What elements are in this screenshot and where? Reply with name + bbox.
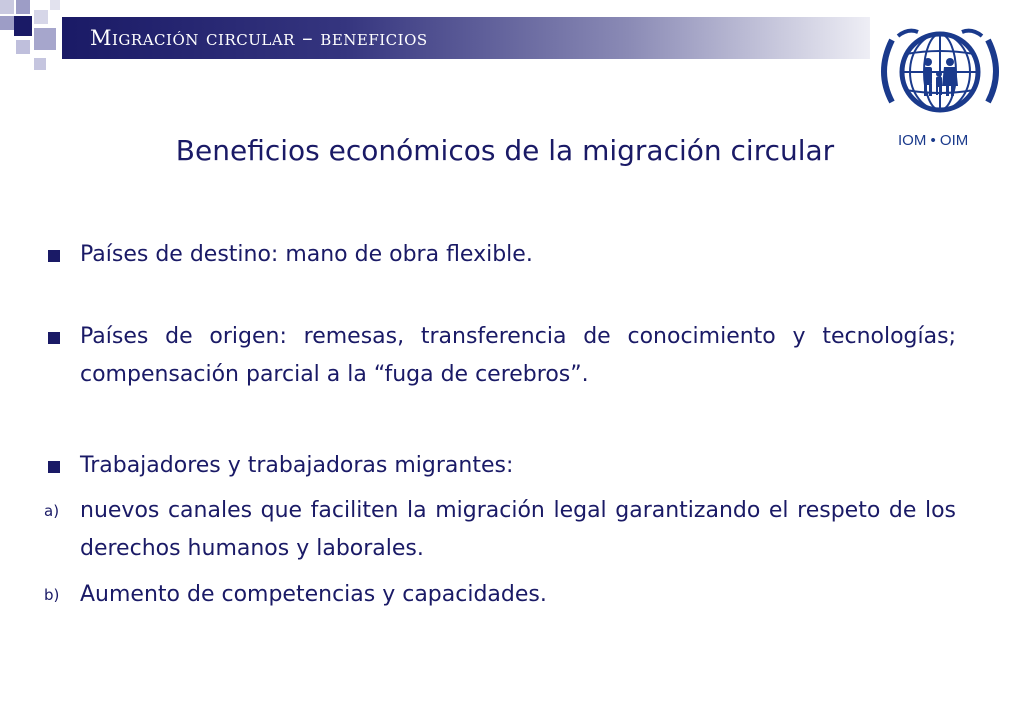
list-marker: a) <box>44 502 60 520</box>
list-item-text: nuevos canales que faciliten la migración legal garantizando el respeto de los derechos humanos y laborales. <box>80 498 956 561</box>
decor-square <box>0 16 14 30</box>
list-item-text: Trabajadores y trabajadoras migrantes: <box>80 453 514 478</box>
list-marker: b) <box>44 586 60 604</box>
logo-caption: IOM • OIM <box>898 132 969 149</box>
bullet-icon <box>44 447 80 473</box>
list-item <box>44 318 956 394</box>
list-item <box>44 576 956 614</box>
decor-square <box>16 40 30 54</box>
decor-square <box>50 0 60 10</box>
decor-square <box>0 0 14 14</box>
header-title: Migración circular – beneficios <box>90 26 428 50</box>
decor-square <box>14 16 32 36</box>
decor-square <box>34 58 46 70</box>
decor-square <box>34 28 56 50</box>
bullet-icon <box>44 236 80 262</box>
list-item-text: Países de origen: remesas, transferencia de conocimiento y tecnologías; compensación parcial a la “fuga de cerebros”. <box>80 324 956 387</box>
iom-logo-icon <box>878 22 1002 122</box>
slide-title: Beneficios económicos de la migración circular <box>175 134 835 167</box>
list-item <box>44 236 956 274</box>
list-item <box>44 447 956 485</box>
decor-square <box>34 10 48 24</box>
bullet-icon <box>44 318 80 344</box>
list-item <box>44 492 956 568</box>
list-item-text: Países de destino: mano de obra flexible. <box>80 242 533 267</box>
list-item-text: Aumento de competencias y capacidades. <box>80 582 547 607</box>
decor-square <box>16 0 30 14</box>
